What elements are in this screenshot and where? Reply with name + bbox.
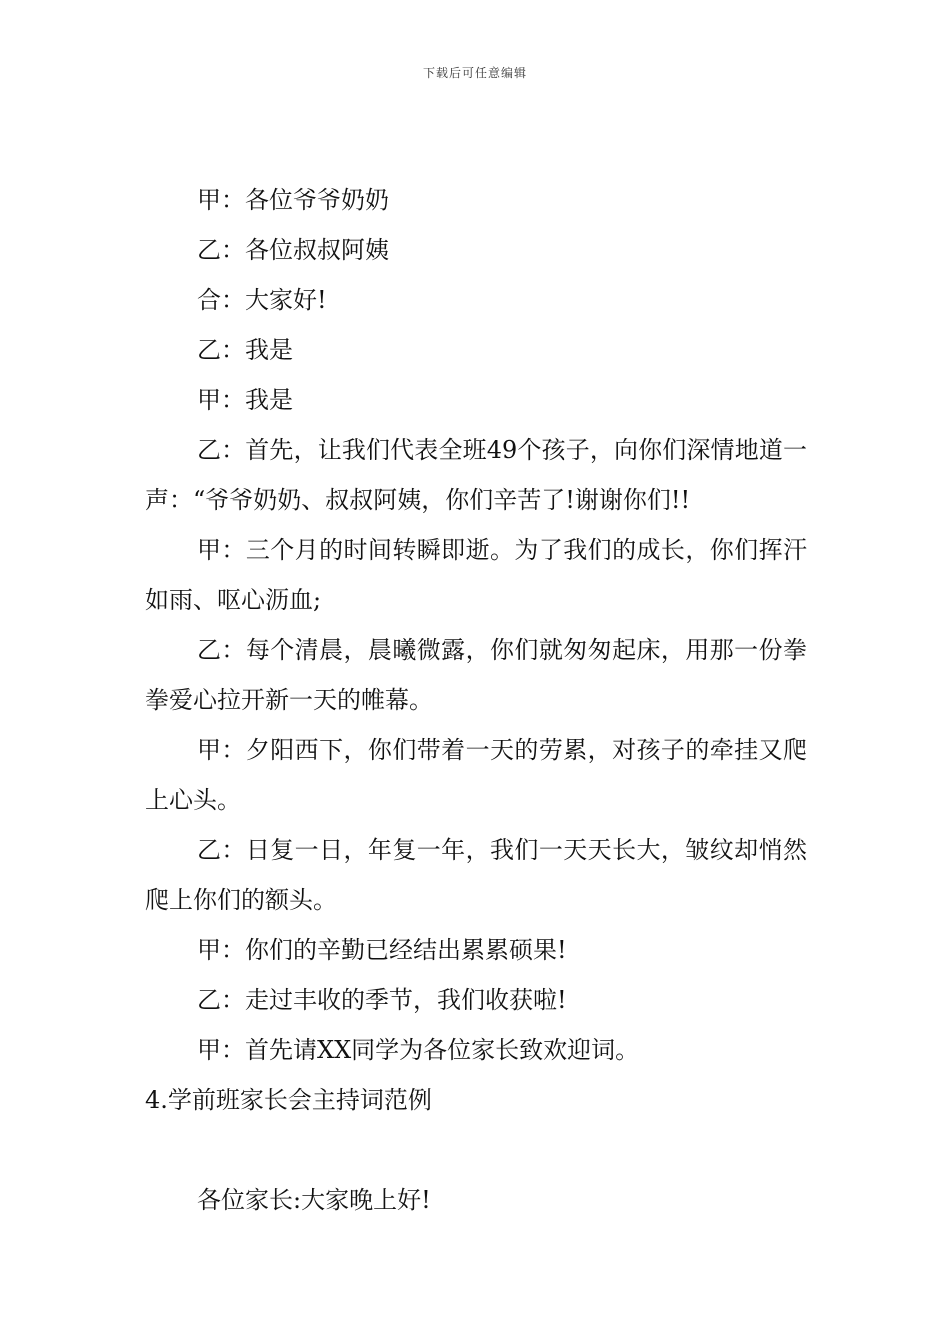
section-heading: 4.学前班家长会主持词范例 (145, 1086, 432, 1114)
paragraph: 乙：走过丰收的季节，我们收获啦! (197, 986, 567, 1014)
document-body (145, 175, 807, 1225)
opening-line: 各位家长:大家晚上好! (197, 1186, 431, 1214)
paragraph: 甲：夕阳西下，你们带着一天的劳累，对孩子的牵挂又爬上心头。 (145, 736, 807, 814)
paragraph: 乙：我是 (197, 336, 293, 364)
page-header: 下载后可任意编辑 (422, 66, 527, 80)
paragraph: 乙：每个清晨，晨曦微露，你们就匆匆起床，用那一份拳拳爱心拉开新一天的帷幕。 (145, 636, 807, 714)
paragraph: 甲：各位爷爷奶奶 (197, 186, 389, 214)
paragraph: 乙：各位叔叔阿姨 (197, 236, 389, 264)
paragraph: 乙：日复一日，年复一年，我们一天天长大，皱纹却悄然爬上你们的额头。 (145, 836, 807, 914)
paragraph: 甲：首先请XX同学为各位家长致欢迎词。 (197, 1036, 640, 1064)
paragraph: 甲：三个月的时间转瞬即逝。为了我们的成长，你们挥汗如雨、呕心沥血; (145, 536, 807, 614)
paragraph: 合：大家好! (197, 286, 327, 314)
spacer (145, 1125, 807, 1175)
paragraph: 甲：我是 (197, 386, 293, 414)
paragraph: 乙：首先，让我们代表全班49个孩子，向你们深情地道一声：“爷爷奶奶、叔叔阿姨，你们辛苦了!谢谢你们!! (145, 436, 807, 514)
paragraph: 甲：你们的辛勤已经结出累累硕果! (197, 936, 567, 964)
